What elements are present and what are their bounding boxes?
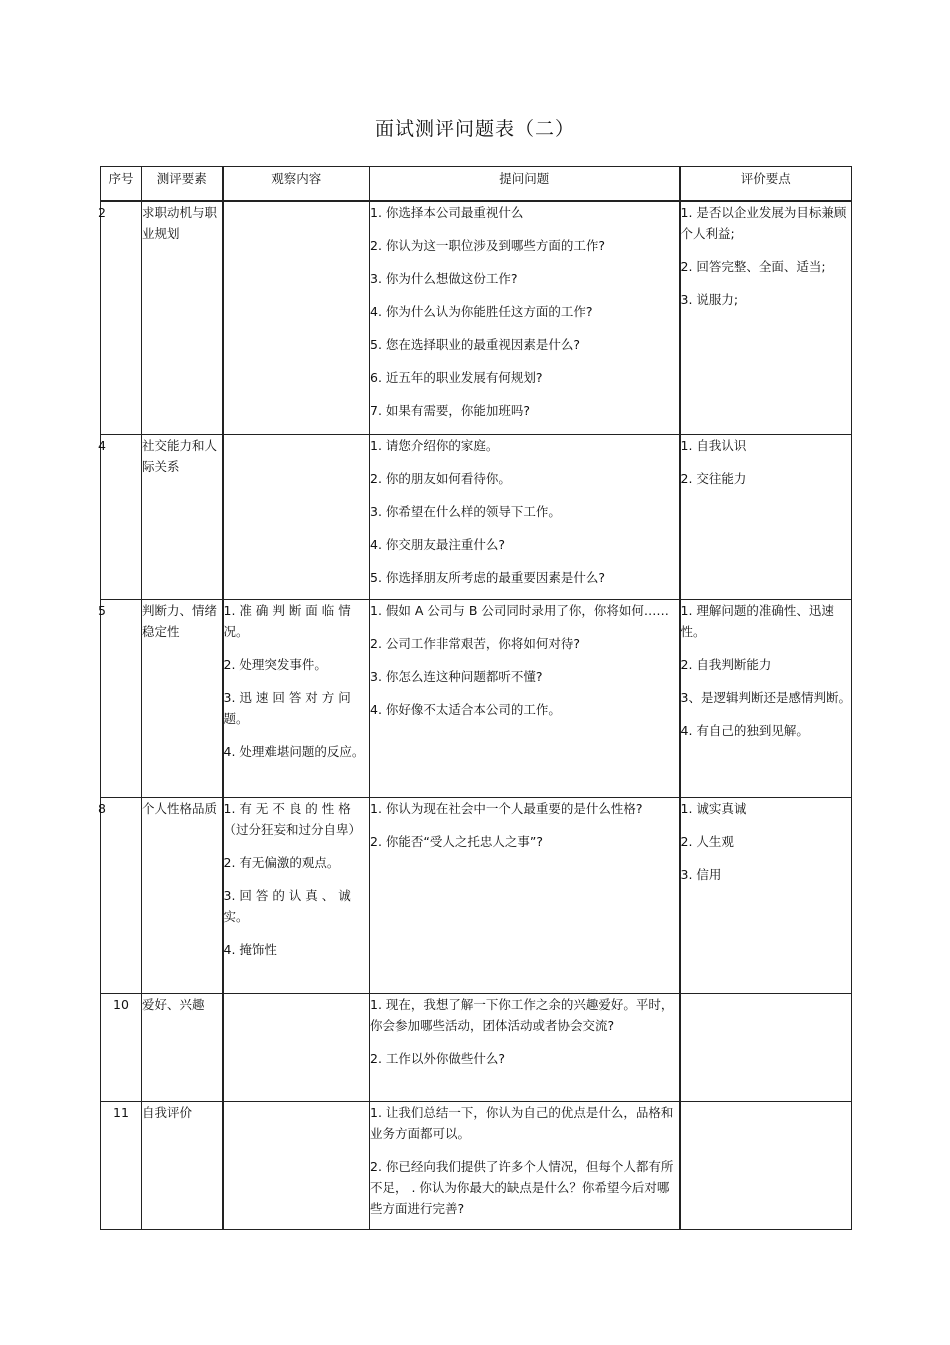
point-item: 2. 交往能力	[680, 470, 747, 486]
question-item: 4. 你交朋友最注重什么?	[370, 536, 506, 552]
point-item: 1. 是否以企业发展为目标兼顾个人利益;	[680, 205, 847, 241]
observe-item: 4. 掩饰性	[223, 941, 277, 957]
question-item: 1. 请您介绍你的家庭。	[370, 437, 499, 453]
observe-cell	[223, 599, 370, 797]
table-row	[101, 599, 852, 797]
header-points: 评价要点	[680, 167, 852, 202]
question-item: 5. 你选择朋友所考虑的最重要因素是什么?	[370, 569, 606, 585]
point-item: 3、是逻辑判断还是感情判断。	[680, 689, 851, 705]
observe-cell	[223, 993, 370, 1101]
points-cell	[680, 599, 852, 797]
question-item: 3. 你希望在什么样的领导下工作。	[370, 503, 561, 519]
table-row	[101, 993, 852, 1101]
observe-cell	[223, 797, 370, 993]
points-cell	[680, 201, 852, 434]
row-number: 10	[101, 993, 142, 1101]
question-item: 6. 近五年的职业发展有何规划?	[370, 370, 543, 385]
question-item: 1. 你认为现在社会中一个人最重要的是什么性格?	[370, 800, 643, 816]
questions-cell	[370, 797, 680, 993]
table-row	[101, 797, 852, 993]
point-item: 2. 回答完整、全面、适当;	[680, 259, 826, 274]
row-number: 5	[98, 602, 106, 618]
observe-item: 3. 回 答 的 认 真 、 诚实。	[223, 887, 351, 924]
row-number: 2	[98, 205, 106, 220]
question-item: 2. 你已经向我们提供了许多个人情况，但每个人都有所不足， . 你认为你最大的缺点是什么？你希望今后对哪些方面进行完善?	[370, 1158, 674, 1216]
observe-cell	[223, 1101, 370, 1229]
question-item: 2. 你认为这一职位涉及到哪些方面的工作?	[370, 238, 606, 253]
element-cell: 社交能力和人际关系	[142, 434, 223, 599]
table-row	[101, 434, 852, 599]
questions-cell	[370, 201, 680, 434]
page-title: 面试测评问题表（二）	[374, 118, 575, 140]
table-header-row	[101, 167, 852, 202]
questions-cell	[370, 599, 680, 797]
observe-item: 3. 迅 速 回 答 对 方 问题。	[223, 689, 351, 726]
points-cell	[680, 1101, 852, 1229]
questions-cell	[370, 1101, 680, 1229]
questions-cell	[370, 434, 680, 599]
header-element: 测评要素	[142, 167, 223, 202]
element-cell: 个人性格品质	[142, 797, 223, 993]
header-observe: 观察内容	[223, 167, 370, 202]
question-item: 2. 公司工作非常艰苦，你将如何对待?	[370, 635, 581, 651]
point-item: 1. 诚实真诚	[680, 800, 747, 816]
point-item: 3. 说服力;	[680, 292, 739, 307]
row-number: 8	[98, 800, 106, 816]
question-item: 4. 你为什么认为你能胜任这方面的工作?	[370, 304, 593, 319]
table-row	[101, 1101, 852, 1229]
question-item: 1. 你选择本公司最重视什么	[370, 205, 524, 220]
question-item: 3. 你怎么连这种问题都听不懂?	[370, 668, 543, 684]
question-item: 2. 工作以外你做些什么?	[370, 1050, 506, 1066]
points-cell	[680, 434, 852, 599]
element-cell: 自我评价	[142, 1101, 223, 1229]
observe-item: 2. 有无偏激的观点。	[223, 854, 340, 870]
point-item: 2. 人生观	[680, 833, 734, 849]
points-cell	[680, 993, 852, 1101]
element-cell: 求职动机与职业规划	[142, 201, 223, 434]
header-no: 序号	[101, 167, 142, 202]
point-item: 3. 信用	[680, 866, 722, 882]
question-item: 1. 让我们总结一下，你认为自己的优点是什么，品格和业务方面都可以。	[370, 1104, 674, 1141]
observe-item: 1. 准 确 判 断 面 临 情况。	[223, 602, 351, 639]
question-item: 3. 你为什么想做这份工作?	[370, 271, 518, 286]
question-item: 5. 您在选择职业的最重视因素是什么?	[370, 337, 581, 352]
element-cell: 判断力、情绪稳定性	[142, 599, 223, 797]
points-cell	[680, 797, 852, 993]
point-item: 1. 理解问题的准确性、迅速性。	[680, 602, 834, 639]
element-cell: 爱好、兴趣	[142, 993, 223, 1101]
point-item: 2. 自我判断能力	[680, 656, 772, 672]
observe-item: 2. 处理突发事件。	[223, 656, 327, 672]
table-row	[101, 201, 852, 434]
questions-cell	[370, 993, 680, 1101]
question-item: 2. 你的朋友如何看待你。	[370, 470, 511, 486]
question-item: 2. 你能否“受人之托忠人之事”?	[370, 833, 543, 849]
row-number: 11	[101, 1101, 142, 1229]
question-item: 4. 你好像不太适合本公司的工作。	[370, 701, 561, 717]
point-item: 1. 自我认识	[680, 437, 747, 453]
observe-cell	[223, 201, 370, 434]
observe-item: 4. 处理难堪问题的反应。	[223, 743, 365, 759]
evaluation-table	[100, 166, 852, 1230]
question-item: 7. 如果有需要，你能加班吗?	[370, 403, 531, 418]
point-item: 4. 有自己的独到见解。	[680, 722, 809, 738]
question-item: 1. 现在，我想了解一下你工作之余的兴趣爱好。平时，你会参加哪些活动，团体活动或者协会交流?	[370, 996, 674, 1033]
observe-item: 1. 有 无 不 良 的 性 格（过分狂妄和过分自卑）	[223, 800, 362, 837]
header-questions: 提问问题	[370, 167, 680, 202]
question-item: 1. 假如 A 公司与 B 公司同时录用了你，你将如何……	[370, 602, 669, 618]
observe-cell	[223, 434, 370, 599]
row-number: 4	[98, 437, 106, 453]
